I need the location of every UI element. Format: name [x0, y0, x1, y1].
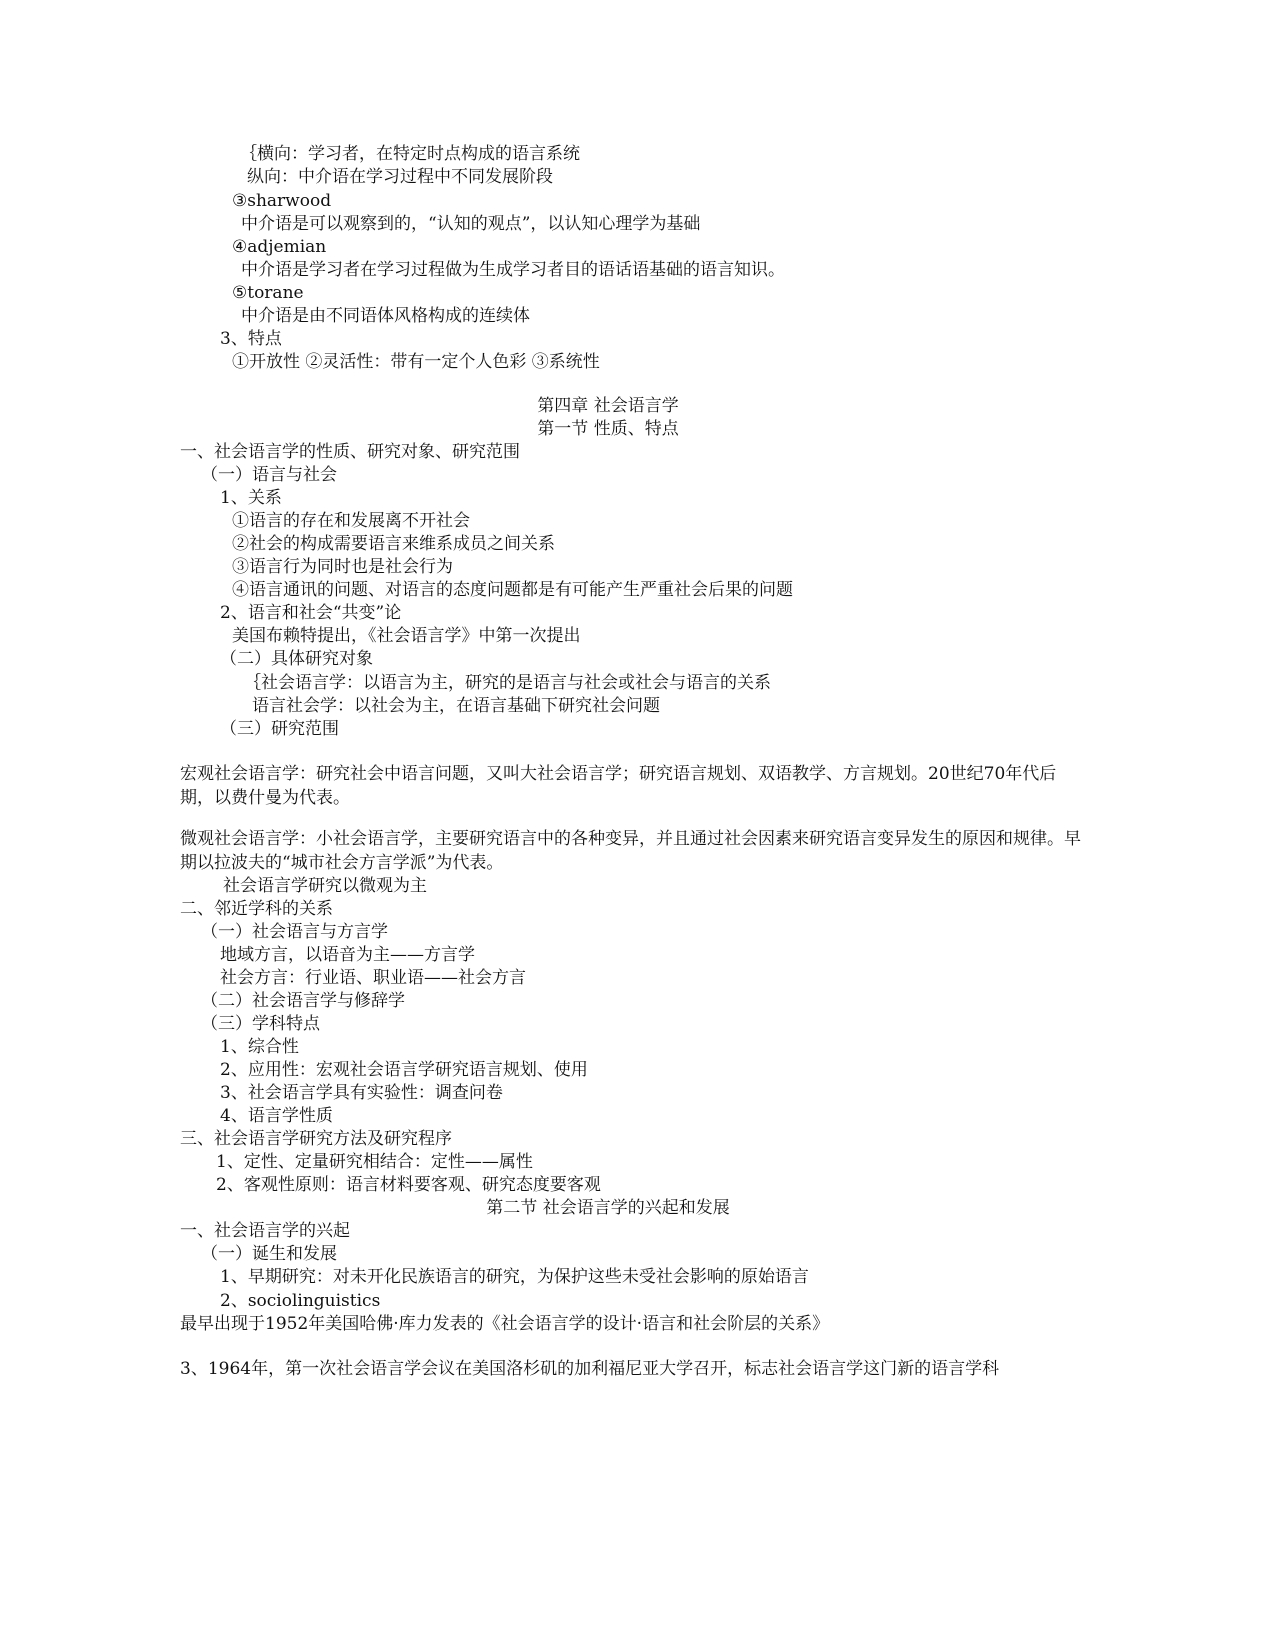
subheading-research-object: （二）具体研究对象 [220, 649, 373, 669]
list-item-relation-1: ①语言的存在和发展离不开社会 [232, 511, 470, 531]
text-line-covariance-desc: 美国布赖特提出，《社会语言学》中第一次提出 [232, 626, 581, 646]
list-item-feature-3: 3、社会语言学具有实验性：调查问卷 [220, 1083, 503, 1103]
text-line-features-list: ①开放性 ②灵活性：带有一定个人色彩 ③系统性 [232, 352, 600, 372]
subheading-discipline-features: （三）学科特点 [201, 1014, 320, 1034]
text-line-torane: ⑤torane [232, 283, 304, 303]
text-line-first-appearance: 最早出现于1952年美国哈佛·库力发表的《社会语言学的设计·语言和社会阶层的关系》 [180, 1314, 830, 1334]
section-title-1: 第一节 性质、特点 [537, 419, 679, 439]
subheading-rhetoric: （二）社会语言学与修辞学 [201, 991, 405, 1011]
subheading-birth-development: （一）诞生和发展 [201, 1244, 337, 1264]
text-line-vertical-definition: 纵向：中介语在学习过程中不同发展阶段 [247, 167, 553, 187]
heading-part-1: 一、社会语言学的性质、研究对象、研究范围 [180, 442, 520, 462]
list-item-feature-4: 4、语言学性质 [220, 1106, 333, 1126]
paragraph-macro-sociolinguistics: 宏观社会语言学：研究社会中语言问题，又叫大社会语言学；研究语言规划、双语教学、方言规划。20世纪70年代后期，以费什曼为代表。 [180, 764, 1057, 808]
text-line-sharwood-desc: 中介语是可以观察到的，“认知的观点”，以认知心理学为基础 [241, 214, 701, 234]
list-item-early-research: 1、早期研究：对未开化民族语言的研究，为保护这些未受社会影响的原始语言 [220, 1267, 809, 1287]
text-line-features-heading: 3、特点 [220, 329, 282, 349]
text-line-sociolinguistics: ｛社会语言学：以语言为主，研究的是语言与社会或社会与语言的关系 [244, 673, 771, 693]
text-line-adjemian: ④adjemian [232, 237, 327, 257]
list-item-method-1: 1、定性、定量研究相结合：定性——属性 [216, 1152, 533, 1172]
heading-part-2: 二、邻近学科的关系 [180, 899, 333, 919]
text-line-horizontal-definition: ｛横向：学习者，在特定时点构成的语言系统 [240, 144, 580, 164]
heading-rise: 一、社会语言学的兴起 [180, 1221, 350, 1241]
text-line-regional-dialect: 地域方言，以语音为主——方言学 [220, 945, 475, 965]
list-item-sociolinguistics-term: 2、sociolinguistics [220, 1291, 381, 1311]
list-item-relation-4: ④语言通讯的问题、对语言的态度问题都是有可能产生严重社会后果的问题 [232, 580, 793, 600]
section-title-2: 第二节 社会语言学的兴起和发展 [486, 1198, 730, 1218]
text-line-sharwood: ③sharwood [232, 191, 332, 211]
chapter-title: 第四章 社会语言学 [537, 396, 679, 416]
text-line-micro-focus: 社会语言学研究以微观为主 [223, 876, 427, 896]
subheading-dialectology: （一）社会语言与方言学 [201, 922, 388, 942]
text-line-covariance: 2、语言和社会“共变”论 [220, 603, 402, 623]
subheading-research-scope: （三）研究范围 [220, 719, 339, 739]
list-item-relation-3: ③语言行为同时也是社会行为 [232, 557, 453, 577]
text-line-1964-conference: 3、1964年，第一次社会语言学会议在美国洛杉矶的加利福尼亚大学召开，标志社会语言学这门新的语言学科 [180, 1359, 1000, 1379]
subheading-language-society: （一）语言与社会 [201, 465, 337, 485]
text-line-sociology-of-language: 语言社会学：以社会为主，在语言基础下研究社会问题 [252, 696, 660, 716]
list-item-feature-1: 1、综合性 [220, 1037, 299, 1057]
paragraph-micro-sociolinguistics: 微观社会语言学：小社会语言学，主要研究语言中的各种变异，并且通过社会因素来研究语言变异发生的原因和规律。早期以拉波夫的“城市社会方言学派”为代表。 [180, 829, 1081, 873]
list-item-method-2: 2、客观性原则：语言材料要客观、研究态度要客观 [216, 1175, 601, 1195]
text-line-social-dialect: 社会方言：行业语、职业语——社会方言 [220, 968, 526, 988]
list-item-relation-2: ②社会的构成需要语言来维系成员之间关系 [232, 534, 555, 554]
text-line-relation: 1、关系 [220, 488, 282, 508]
heading-part-3: 三、社会语言学研究方法及研究程序 [180, 1129, 452, 1149]
list-item-feature-2: 2、应用性：宏观社会语言学研究语言规划、使用 [220, 1060, 588, 1080]
text-line-torane-desc: 中介语是由不同语体风格构成的连续体 [241, 306, 530, 326]
text-line-adjemian-desc: 中介语是学习者在学习过程做为生成学习者目的语话语基础的语言知识。 [241, 260, 785, 280]
